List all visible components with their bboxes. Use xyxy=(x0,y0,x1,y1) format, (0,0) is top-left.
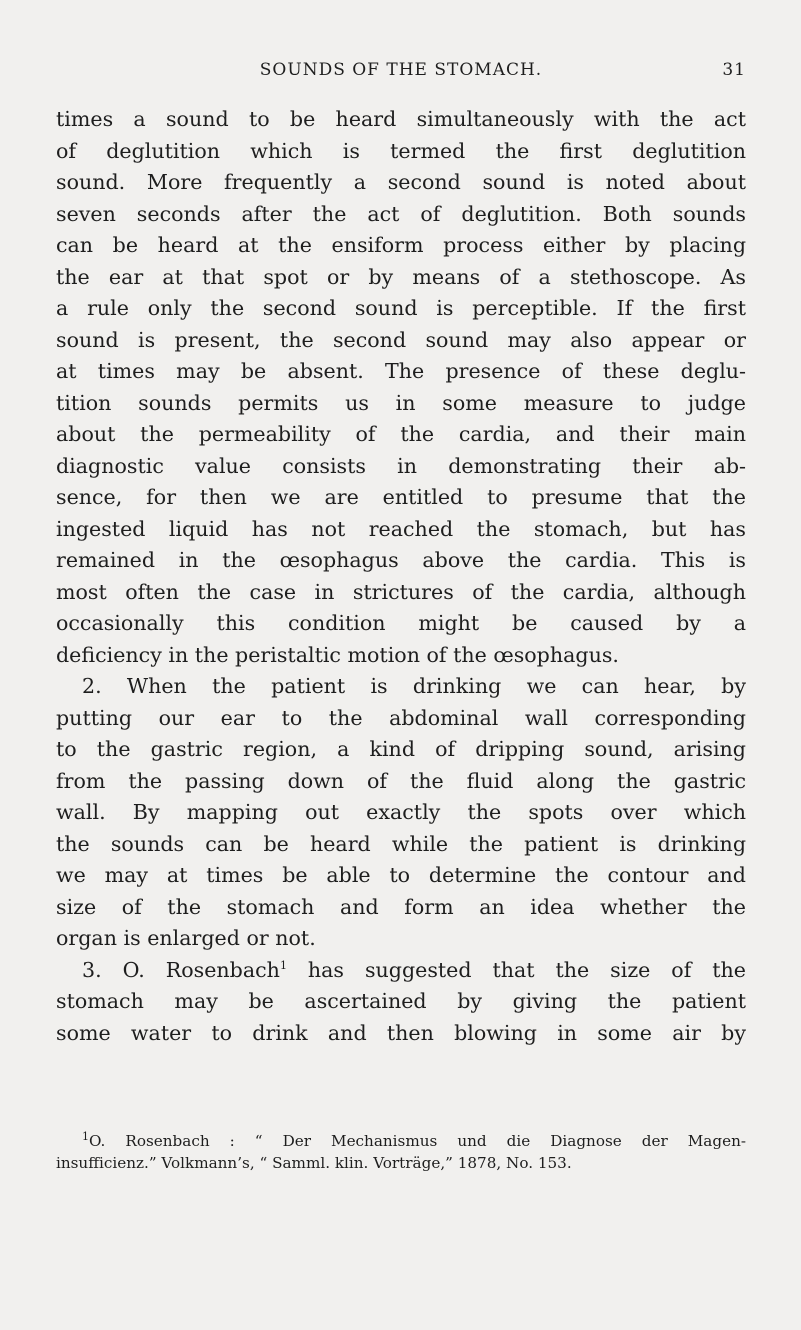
footnote-line: insufficienz.” Volkmann’s, “ Samml. klin. Vorträge,” 1878, No. 153. xyxy=(56,1154,572,1172)
body-text xyxy=(56,104,746,1049)
rosenbach-reference: 3. O. Rosenbach xyxy=(82,957,280,982)
text-line: diagnostic value consists in demonstrating their ab- xyxy=(56,453,746,478)
text-line: some water to drink and then blowing in some air by xyxy=(56,1020,746,1045)
text-line: sound. More frequently a second sound is noted about xyxy=(56,170,746,194)
text-line: the sounds can be heard while the patient is drinking xyxy=(56,831,746,856)
running-title: SOUNDS OF THE STOMACH. xyxy=(259,60,543,80)
text-line: putting our ear to the abdominal wall corresponding xyxy=(56,705,746,730)
book-page xyxy=(56,0,746,1330)
footnote xyxy=(56,1130,746,1174)
text-line: times a sound to be heard simultaneously with the act xyxy=(56,107,746,131)
footnote-marker: 1 xyxy=(82,1129,89,1143)
text-line: ingested liquid has not reached the stomach, but has xyxy=(56,516,746,541)
text-line: deficiency in the peristaltic motion of the œsophagus. xyxy=(56,642,619,667)
line-continuation: has suggested that the size of the xyxy=(307,957,746,982)
text-line: tition sounds permits us in some measure to judge xyxy=(56,390,746,415)
text-line: wall. By mapping out exactly the spots over which xyxy=(56,800,746,824)
text-line: can be heard at the ensiform process either by placing xyxy=(56,233,746,257)
text-line: a rule only the second sound is perceptible. If the first xyxy=(56,296,746,320)
text-line: to the gastric region, a kind of dripping sound, arising xyxy=(56,737,746,761)
running-head xyxy=(56,57,746,85)
text-line: occasionally this condition might be caused by a xyxy=(56,611,746,635)
text-line: the ear at that spot or by means of a stethoscope. As xyxy=(56,264,746,289)
text-line-with-footnote-ref xyxy=(56,955,746,987)
footnote-text: O. Rosenbach : “ Der Mechanismus und die Diagnose der Magen- xyxy=(89,1132,746,1150)
text-line: size of the stomach and form an idea whether the xyxy=(56,894,746,919)
text-line: organ is enlarged or not. xyxy=(56,926,316,950)
footnote-line xyxy=(56,1130,746,1152)
text-line: seven seconds after the act of deglutition. Both sounds xyxy=(56,201,746,226)
footnote-ref: 1 xyxy=(279,958,287,972)
text-line: at times may be absent. The presence of these deglu- xyxy=(56,359,746,383)
text-line: stomach may be ascertained by giving the patient xyxy=(56,989,746,1013)
text-line: 2. When the patient is drinking we can hear, by xyxy=(82,674,746,698)
text-line: about the permeability of the cardia, and their main xyxy=(56,422,746,446)
text-line: sound is present, the second sound may also appear or xyxy=(56,327,746,352)
text-line: most often the case in strictures of the cardia, although xyxy=(56,579,746,604)
text-line: from the passing down of the fluid along the gastric xyxy=(56,768,746,793)
text-line: sence, for then we are entitled to presume that the xyxy=(56,485,746,509)
page-number: 31 xyxy=(722,60,746,80)
text-line: we may at times be able to determine the contour and xyxy=(56,863,746,887)
text-line: of deglutition which is termed the first deglutition xyxy=(56,138,746,163)
text-line: remained in the œsophagus above the cardia. This is xyxy=(56,548,746,572)
